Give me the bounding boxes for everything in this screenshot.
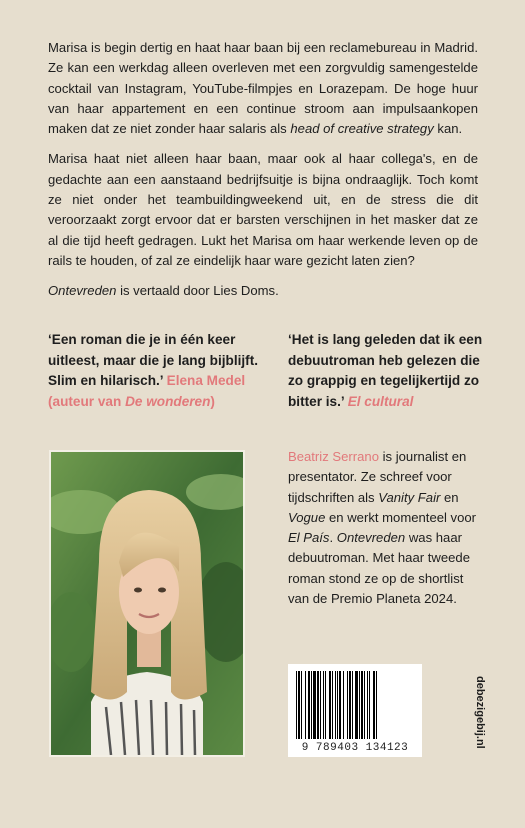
translator-note: [48, 281, 478, 301]
review-quote-1: [48, 330, 272, 412]
quote-1-source-author: Elena Medel (auteur van: [48, 373, 246, 409]
magazine-2: Vogue: [288, 509, 326, 525]
translator-text: is vertaald door Lies Doms.: [116, 283, 279, 299]
blurb: [48, 38, 478, 312]
bio-text-2: en: [440, 489, 459, 505]
bio-text-4: .: [329, 530, 337, 546]
job-title: head of creative strategy: [290, 121, 434, 137]
bio-text-5: was haar debuutroman. Met haar tweede roman stond ze op de shortlist van de Premio Planeta 2024.: [288, 530, 470, 607]
blurb-p1-end: kan.: [433, 121, 463, 137]
quote-2-source: El cultural: [347, 393, 414, 409]
publisher-url: debezigebij.nl: [474, 676, 486, 749]
author-photo: [49, 450, 245, 757]
bio-book-title: Ontevreden: [336, 530, 406, 546]
blurb-p1-text: Marisa is begin dertig en haat haar baan bij een reclamebureau in Madrid. Ze kan een werkdag alleen overleven met een zorgvuldig samengestelde cocktail van Instagram, YouTube-filmpjes en Lorazepam. De hoge huur van haar appartement en een continue stroom aan impulsaankopen maken dat ze niet zonder haar salaris als: [48, 40, 478, 137]
quote-1-source-book: De wonderen: [125, 393, 211, 409]
magazine-3: El País: [288, 530, 330, 546]
blurb-paragraph-2: Marisa haat niet alleen haar baan, maar ook al haar collega's, en de gedachte aan een aanstaand bedrijfsuitje is bijna ondraaglijk. Toch komt ze niet onder het teambuildingweekend uit, en de stress die dit veroorzaakt zorgt ervoor dat er barsten verschijnen in het masker dat ze al die tijd heeft gedragen. Lukt het Marisa om haar werkende leven op de rails te houden, of zal ze eindelijk haar ware gezicht laten zien?: [48, 151, 478, 268]
book-title: Ontevreden: [48, 283, 117, 299]
author-bio: [288, 447, 488, 609]
bio-text-1: is journalist en presentator. Ze schreef voor tijdschriften als: [288, 449, 467, 505]
review-quote-2: [288, 330, 484, 412]
quote-2-text: ‘Het is lang geleden dat ik een debuutroman heb gelezen die zo grappig en tegelijkertijd zo bitter is.’: [288, 332, 483, 409]
isbn-number: 9 789403 134123: [301, 742, 409, 754]
isbn-barcode: [288, 664, 422, 757]
author-portrait-image: [51, 452, 243, 755]
magazine-1: Vanity Fair: [378, 489, 441, 505]
quote-1-text: ‘Een roman die je in één keer uitleest, maar die je lang bijblijft. Slim en hilarisch.’: [48, 332, 258, 388]
blurb-paragraph-1: [48, 38, 478, 139]
bio-text-3: en werkt momenteel voor: [325, 509, 477, 525]
quote-1-source-close: ): [210, 393, 215, 409]
author-name: Beatriz Serrano: [288, 449, 379, 464]
